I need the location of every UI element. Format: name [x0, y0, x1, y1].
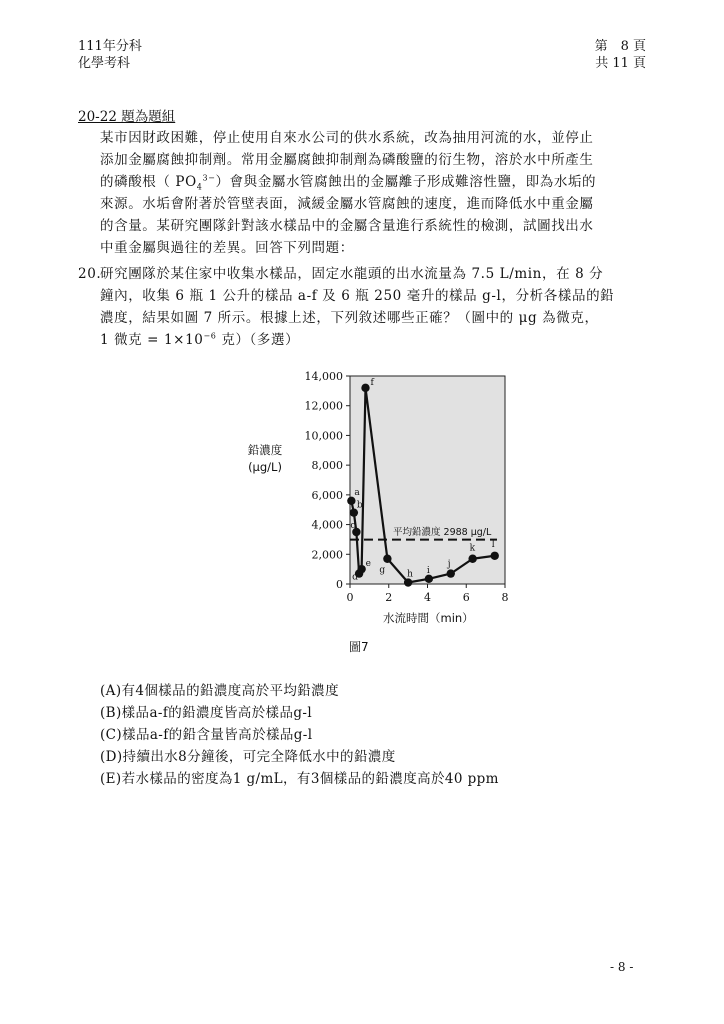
data-label-g: g [379, 565, 386, 576]
data-label-i: i [426, 565, 430, 576]
passage-line: 的含量。某研究團隊針對該水樣品中的金屬含量進行系統性的檢測，試圖找出水 [100, 218, 594, 234]
page-total: 共 11 頁 [595, 56, 646, 71]
y-tick-label: 6,000 [311, 488, 343, 502]
data-label-f: f [370, 377, 374, 388]
figure-7-chart [235, 360, 535, 630]
x-axis-label: 水流時間（min） [383, 611, 474, 625]
option-d[interactable]: (D)持續出水8分鐘後，可完全降低水中的鉛濃度 [100, 749, 396, 765]
y-tick-label: 12,000 [304, 399, 343, 413]
exam-subject: 化學考科 [78, 56, 131, 71]
x-tick-label: 2 [385, 591, 393, 604]
figure-caption: 圖7 [349, 640, 369, 654]
option-b[interactable]: (B)樣品a-f的鉛濃度皆高於樣品g-l [100, 705, 313, 721]
passage-line: 中重金屬與過往的差異。回答下列問題： [100, 240, 354, 256]
y-tick-label: 8,000 [311, 459, 343, 473]
header-right [595, 38, 646, 72]
header-left [78, 38, 142, 72]
data-label-e: e [365, 559, 371, 570]
page-number: - 8 - [610, 960, 634, 974]
y-axis-label-line1: 鉛濃度 [247, 443, 283, 457]
data-label-h: h [407, 569, 413, 580]
passage-line: 某市因財政困難，停止使用自來水公司的供水系統，改為抽用河流的水，並停止 [100, 130, 594, 146]
passage-text: 的磷酸根（ PO [100, 174, 197, 190]
passage-text: ）會與金屬水管腐蝕出的金屬離子形成難溶性鹽，即為水垢的 [215, 174, 597, 190]
question-text-part: 克）（多選） [216, 332, 300, 348]
data-label-j: j [447, 559, 451, 570]
data-label-d: d [352, 572, 358, 583]
data-label-b: b [356, 500, 363, 511]
data-point-i [425, 575, 433, 583]
y-tick-label: 10,000 [304, 429, 343, 443]
passage-line [100, 171, 646, 193]
lead-concentration-plot [235, 360, 535, 610]
question-line [100, 329, 646, 351]
data-label-l: l [491, 539, 495, 550]
passage-line: 來源。水垢會附著於管壁表面，減緩金屬水管腐蝕的速度，進而降低水中重金屬 [100, 196, 594, 212]
data-label-a: a [354, 487, 360, 498]
question-text [100, 263, 646, 351]
question-line: 研究團隊於某住家中收集水樣品，固定水龍頭的出水流量為 7.5 L/min，在 8 分 [100, 266, 604, 282]
option-c[interactable]: (C)樣品a-f的鉛含量皆高於樣品g-l [100, 727, 313, 743]
passage-line: 添加金屬腐蝕抑制劑。常用金屬腐蝕抑制劑為磷酸鹽的衍生物，溶於水中所產生 [100, 152, 594, 168]
y-axis-label-line2: (μg/L) [248, 460, 282, 474]
data-point-h [404, 578, 412, 586]
data-label-k: k [469, 543, 476, 554]
x-tick-label: 0 [346, 591, 354, 604]
data-point-e [357, 565, 365, 573]
x-tick-label: 4 [424, 591, 431, 604]
data-point-f [361, 384, 369, 392]
passage [100, 127, 646, 259]
average-line-label: 平均鉛濃度 2988 μg/L [393, 527, 492, 538]
question-group-title: 20-22 題為題組 [78, 109, 176, 125]
answer-options [100, 680, 499, 790]
option-a[interactable]: (A)有4個樣品的鉛濃度高於平均鉛濃度 [100, 683, 339, 699]
formula-superscript: 3− [202, 173, 216, 183]
exponent: −6 [203, 331, 217, 341]
y-tick-label: 2,000 [311, 548, 343, 562]
data-point-j [447, 569, 455, 577]
y-tick-label: 0 [336, 578, 343, 591]
page-indicator: 第 8 頁 [594, 39, 646, 54]
formula-subscript: 4 [196, 182, 203, 192]
data-point-a [347, 497, 355, 505]
question-text-part: 1 微克 = 1×10 [100, 332, 204, 348]
y-tick-label: 14,000 [304, 370, 343, 383]
exam-year: 111年分科 [78, 39, 142, 54]
question-20 [78, 263, 646, 351]
data-point-k [468, 555, 476, 563]
question-line: 濃度，結果如圖 7 所示。根據上述，下列敘述哪些正確？（圖中的 μg 為微克， [100, 310, 599, 326]
question-number: 20. [78, 266, 102, 282]
x-tick-label: 8 [501, 591, 509, 604]
y-tick-label: 4,000 [311, 518, 343, 532]
plot-area [350, 376, 505, 584]
option-e[interactable]: (E)若水樣品的密度為1 g/mL，有3個樣品的鉛濃度高於40 ppm [100, 771, 499, 787]
data-point-g [383, 555, 391, 563]
data-label-c: c [350, 521, 356, 531]
x-tick-label: 6 [462, 591, 470, 604]
question-line: 鐘內，收集 6 瓶 1 公升的樣品 a-f 及 6 瓶 250 毫升的樣品 g-l，分析各樣品的鉛 [100, 288, 615, 304]
data-point-l [491, 552, 499, 560]
